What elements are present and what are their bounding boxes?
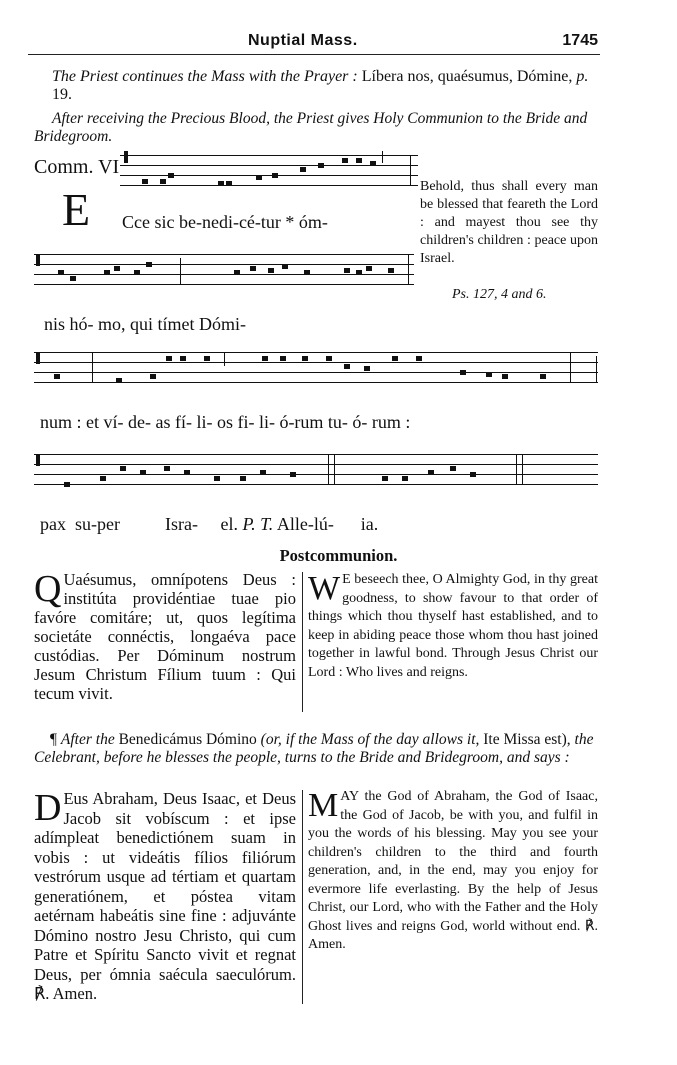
rubric-blessing-3: (or, if the Mass of the day allows it,: [260, 731, 480, 748]
communion-line-4: [40, 514, 378, 535]
rubric-blessing-2: Benedicámus Dómino: [118, 731, 257, 748]
pilcrow: ¶: [50, 731, 58, 748]
communion-line-4-a: pax su-per Isra- el.: [40, 514, 238, 534]
blessing-english-text: AY the God of Abraham, the God of Isaac, the God of Jacob, be with you, and fulfil in you the words of his blessing. May you see your children's children to the third and fourth generation, and, in the end, may you enjoy for evermore life everlasting. By the help of Jesus Christ, our Lord, who with the Father and the Holy Ghost lives and reigns God, world without end. ℟. Amen.: [308, 789, 598, 952]
postcommunion-english-text: E beseech thee, O Almighty God, in thy great goodness, to show favour to that order of things which thou thyself hast established, and to keep in abiding peace those whom thou hast joined together in lawful bond. Through Jesus Christ our Lord : Who lives and reigns.: [308, 572, 598, 680]
blessing-latin: [34, 789, 296, 1004]
rubric-prayer: [52, 68, 600, 104]
chant-staff-3: [34, 350, 598, 390]
communion-label: Comm. VI: [34, 156, 120, 178]
rubric-communion: After receiving the Precious Blood, the Priest gives Holy Communion to the Bride and Bridegroom.: [34, 110, 588, 145]
communion-translation: Behold, thus shall every man be blessed that feareth the Lord : and mayest thou see thy children's children : peace upon Israel.: [420, 179, 598, 266]
rubric-roman: Líbera nos, quaésumus, Dómine,: [361, 68, 573, 85]
column-divider-blessing: [302, 790, 303, 1004]
postcommunion-english: [308, 571, 598, 682]
page-header: [28, 30, 600, 55]
blessing-english: [308, 788, 598, 955]
communion-line-1: Cce sic be-nedi-cé-tur * óm-: [122, 212, 328, 232]
column-divider-postcommunion: [302, 572, 303, 712]
rubric-blessing-4: Ite Missa est),: [483, 731, 571, 748]
communion-line-2: nis hó- mo, qui tímet Dómi-: [44, 314, 246, 334]
blessing-latin-text: Eus Abraham, Deus Isaac, et Deus Jacob sit vobíscum : et ipse adímpleat benedictiónem suam in vobis : ut videátis fílios filiórum vestrórum usque ad tértiam et quartam generatiónem, et póstea vitam aetérnam habeátis sine fine : adjuvánte Dómino nostro Jesu Christo, qui cum Patre et Spíritu Sancto vivit et regnat Deus, per ómnia saécula saeculórum. ℟. Amen.: [34, 789, 296, 1003]
blessing-english-dropcap: M: [308, 787, 339, 824]
chant-staff-1: [120, 153, 418, 189]
page-number: 1745: [562, 32, 598, 49]
postcommunion-latin-text: Uaésumus, omnípotens Deus : institúta providéntiae tuae pio favóre comitáre; ut, quos legítima societáte connéctis, longaéva pace custódias. Per Dóminum nostrum Jesum Christum Fílium tuum : Qui tecum vivit.: [34, 570, 296, 703]
rubric-blessing: [34, 731, 600, 767]
chant-staff-2: [34, 252, 414, 288]
rubric-blessing-5: the Celebrant, before he blesses the people, turns to the Bride and Bridegroom, and says :: [34, 731, 594, 766]
postcommunion-english-dropcap: W: [308, 570, 341, 607]
communion-line-4-c: Alle-lú- ia.: [276, 514, 379, 534]
postcommunion-latin-dropcap: Q: [34, 568, 62, 610]
rubric-ref-p: p.: [576, 68, 589, 85]
blessing-latin-dropcap: D: [34, 787, 62, 829]
chant-staff-4: [34, 452, 598, 492]
postcommunion-latin: [34, 570, 296, 703]
postcommunion-title: Postcommunion.: [279, 546, 398, 565]
page-title: Nuptial Mass.: [248, 32, 358, 49]
communion-dropcap: E: [62, 184, 91, 235]
communion-line-4-pt: P. T.: [242, 514, 274, 534]
rubric-italic: The Priest continues the Mass with the Prayer :: [52, 68, 358, 85]
rubric-ref-num: 19.: [52, 86, 72, 103]
communion-line-3: num : et ví- de- as fí- li- os fi- li- ó-rum tu- ó- rum :: [40, 412, 411, 432]
communion-translation-ref: Ps. 127, 4 and 6.: [452, 287, 547, 302]
rubric-blessing-1: After the: [60, 731, 115, 748]
